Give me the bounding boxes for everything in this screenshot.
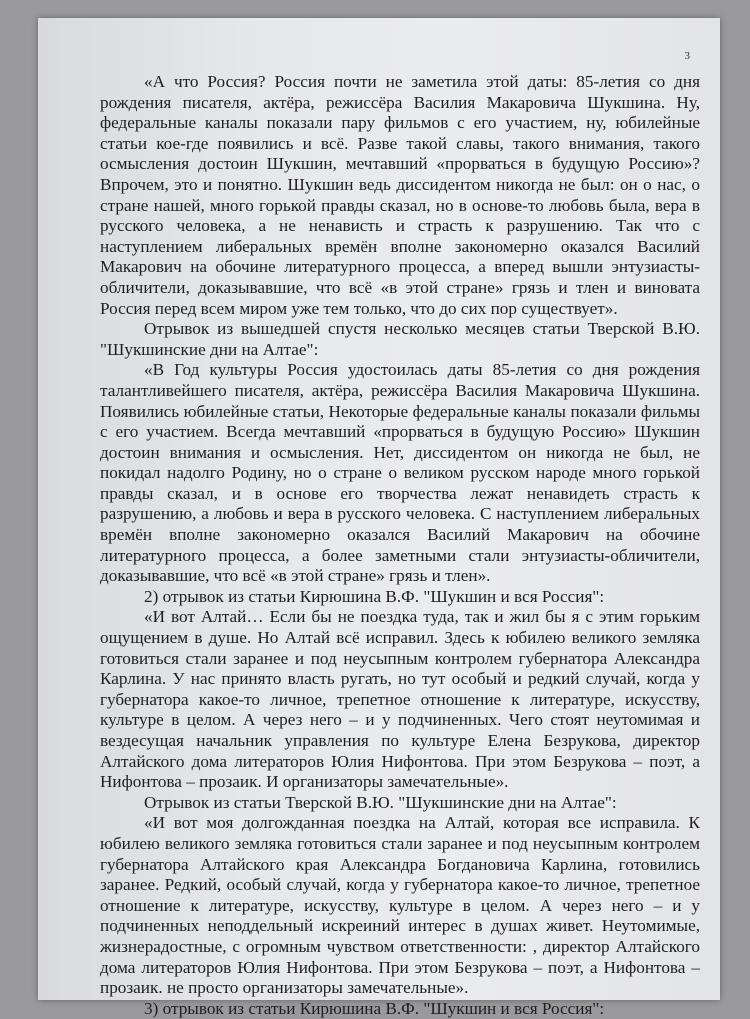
quote-paragraph: «И вот Алтай… Если бы не поездка туда, так и жил бы я с этим горьким ощущением в душе. Но Алтай всё исправил. Здесь к юбилею великого земляка готовиться стали заранее и под неусыпным контролем губернатора Александра Карлина. У нас принято власть ругать, но тут особый и редкий случай, когда у губернатора какое-то личное, трепетное отношение к литературе, искусству, культуре в целом. А через него – и у подчиненных. Чего стоят неутомимая и вездесущая начальник управления по культуре Елена Безрукова, директор Алтайского дома литераторов Юлия Нифонтова. При этом Безрукова – поэт, а Нифонтова – прозаик. И организаторы замечательные». — [100, 607, 700, 792]
source-paragraph: Отрывок из вышедшей спустя несколько месяцев статьи Тверской В.Ю. "Шукшинские дни на Алтае": — [100, 319, 700, 359]
quote-paragraph: «В Год культуры Россия удостоилась даты 85-летия со дня рождения талантливейшего писателя, актёра, режиссёра Василия Макаровича Шукшина. Появились юбилейные статьи, Некоторые федеральные каналы показали фильмы с его участием. Всегда мечтавший «прорваться в будущую Россию» Шукшин достоин внимания и осмысления. Нет, диссидентом он никогда не был, не покидал надолго Родину, но о стране о великом русском народе много горькой правды сказал, и в основе его творчества лежат ненавидеть страсть к разрушению, а любовь и вера в русского человека. С наступлением либеральных времён вполне закономерно оказался Василий Макарович на обочине литературного процесса, а более заметными стали энтузиасты-обличители, доказывавшие, что всё «в этой стране» грязь и тлен». — [100, 360, 700, 586]
page-number: 3 — [684, 50, 690, 62]
quote-paragraph: «И вот моя долгожданная поездка на Алтай, которая все исправила. К юбилею великого земляка готовиться стали заранее и под неусыпным контролем губернатора Алтайского края Александра Богдановича Карлина, готовились заранее. Редкий, особый случай, когда у губернатора какое-то личное, трепетное отношение к литературе, искусству, культуре в целом. А через него – и у подчиненных неподдельный искреиний интерес в душах живет. Неутомимые, жизнерадостные, с огромным чувством ответственности: , директор Алтайского дома литераторов Юлия Нифонтова. При этом Безрукова – поэт, а Нифонтова – прозаик. не просто организаторы замечательные». — [100, 813, 700, 998]
source-paragraph: 3) отрывок из статьи Кирюшина В.Ф. "Шукшин и вся Россия": — [144, 998, 605, 1018]
quote-paragraph: «А что Россия? Россия почти не заметила этой даты: 85-летия со дня рождения писателя, актёра, режиссёра Василия Макаровича Шукшина. Ну, федеральные каналы показали пару фильмов с его участием, ну, юбилейные статьи кое-где появились и всё. Разве такой славы, такого внимания, такого осмысления достоин Шукшин, мечтавший «прорваться в будущую Россию»? Впрочем, это и понятно. Шукшин ведь диссидентом никогда не был: он о нас, о стране нашей, много горькой правды сказал, но в основе-то любовь была, вера в русского человека, а не ненависть и страсть к разрушению. Так что с наступлением либеральных времён вполне закономерно оказался Василий Макарович на обочине литературного процесса, а вперед вышли энтузиасты-обличители, доказывавшие, что всё «в этой стране» грязь и тлен и виновата Россия перед всем миром уже тем только, что до сих пор существует». — [100, 72, 700, 318]
source-paragraph: 2) отрывок из статьи Кирюшина В.Ф. "Шукшин и вся Россия": — [144, 586, 605, 606]
document-page — [38, 18, 720, 1018]
source-paragraph: Отрывок из статьи Тверской В.Ю. "Шукшинские дни на Алтае": — [144, 792, 617, 812]
body-text — [100, 72, 700, 1019]
